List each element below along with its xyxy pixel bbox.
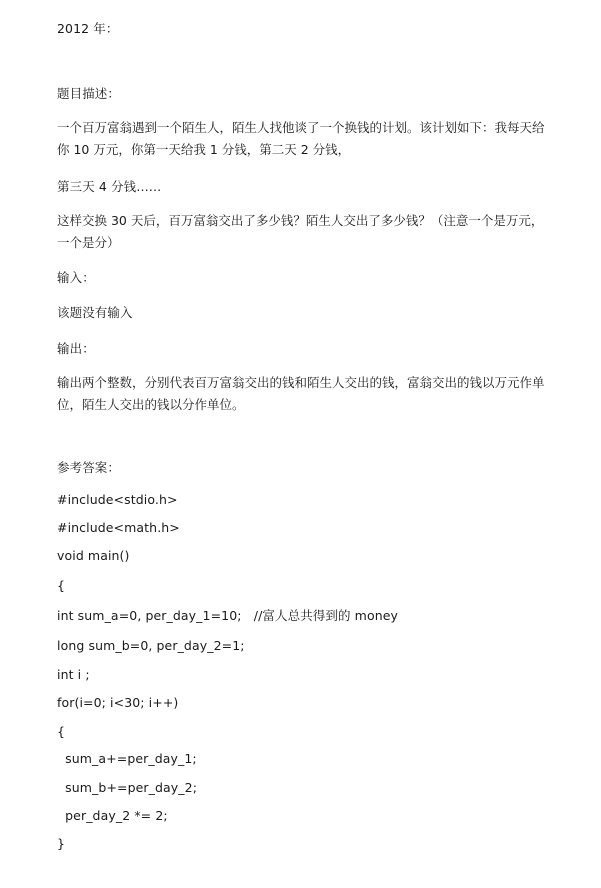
code-line: for(i=0; i<30; i++) [57, 695, 179, 710]
problem-paragraph-1: 一个百万富翁遇到一个陌生人，陌生人找他谈了一个换钱的计划。该计划如下：我每天给你 10 万元，你第一天给我 1 分钱，第二天 2 分钱， [57, 120, 545, 157]
code-line: { [57, 578, 66, 593]
year-heading: 2012 年： [57, 21, 119, 36]
code-line: int i ; [57, 667, 90, 682]
problem-paragraph-2: 第三天 4 分钱…… [57, 179, 162, 194]
problem-paragraph-3: 这样交换 30 天后，百万富翁交出了多少钱？陌生人交出了多少钱？（注意一个是万元，一个是分） [57, 213, 544, 250]
code-line: #include<stdio.h> [57, 492, 178, 507]
input-heading: 输入： [57, 270, 95, 285]
problem-heading: 题目描述： [57, 86, 121, 101]
code-line: sum_b+=per_day_2; [57, 780, 198, 795]
code-line: int sum_a=0, per_day_1=10; //富人总共得到的 money [57, 608, 399, 623]
code-line: per_day_2 *= 2; [57, 808, 168, 823]
input-text: 该题没有输入 [57, 305, 133, 320]
code-line: void main() [57, 548, 130, 563]
output-text: 输出两个整数，分别代表百万富翁交出的钱和陌生人交出的钱，富翁交出的钱以万元作单位，陌生人交出的钱以分作单位。 [57, 375, 545, 412]
output-heading: 输出： [57, 341, 95, 356]
code-line: { [57, 724, 66, 739]
code-line: sum_a+=per_day_1; [57, 751, 197, 766]
code-line: long sum_b=0, per_day_2=1; [57, 638, 245, 653]
answer-heading: 参考答案： [57, 460, 121, 475]
code-line: } [57, 836, 66, 851]
code-line: #include<math.h> [57, 520, 180, 535]
